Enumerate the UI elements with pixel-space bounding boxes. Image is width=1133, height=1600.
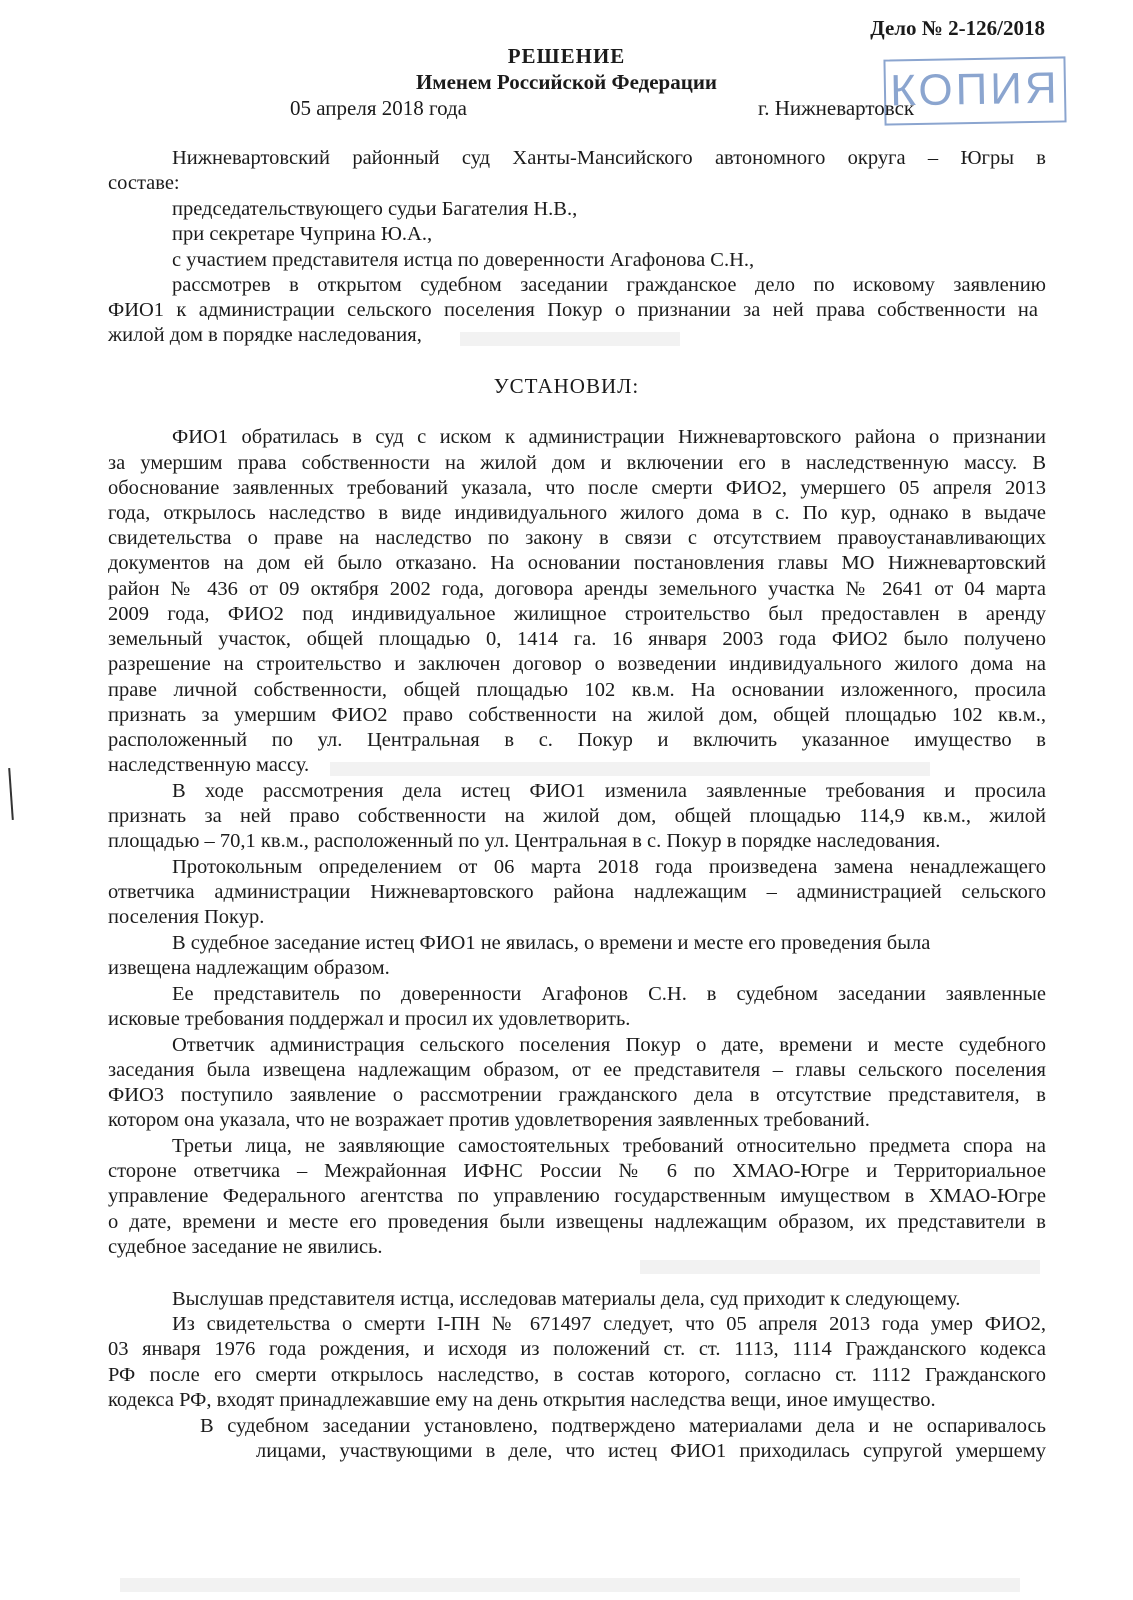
text-line: 03 января 1976 года рождения, и исходя из положений ст. ст. 1113, 1114 Гражданского кодекса [108, 1338, 1046, 1360]
text-line: ответчика администрации Нижневартовского района надлежащим – администрацией сельского [108, 881, 1046, 903]
text-line: признать за ней право собственности на жилой дом, общей площадью 114,9 кв.м., жилой [108, 805, 1046, 827]
text-line: судебное заседание не явились. [108, 1236, 383, 1258]
text-line: Нижневартовский районный суд Ханты-Мансийского автономного округа – Югры в [172, 147, 1046, 169]
text-line: Протокольным определением от 06 марта 2018 года произведена замена ненадлежащего [172, 856, 1046, 878]
text-line: В ходе рассмотрения дела истец ФИО1 изменила заявленные требования и просила [172, 780, 1046, 802]
text-line: земельный участок, общей площадью 0, 1414 га. 16 января 2003 года ФИО2 было получено [108, 628, 1046, 650]
text-line: Ответчик администрация сельского поселения Покур о дате, времени и месте судебного [172, 1034, 1046, 1056]
text-line: составе: [108, 172, 180, 194]
show-through-mark [120, 1578, 1020, 1592]
text-line: Из свидетельства о смерти I-ПН № 671497 следует, что 05 апреля 2013 года умер ФИО2, [172, 1313, 1046, 1335]
text-line: кодекса РФ, входят принадлежавшие ему на день открытия наследства вещи, иное имущество. [108, 1389, 936, 1411]
text-line: В судебное заседание истец ФИО1 не явилась, о времени и месте его проведения была [172, 932, 931, 954]
show-through-mark [640, 1260, 1040, 1274]
text-line: ФИО1 к администрации сельского поселения Покур о признании за ней права собственности на [108, 299, 1038, 321]
text-line: свидетельства о праве на наследство по закону в связи с отсутствием правоустанавливающих [108, 527, 1046, 549]
show-through-mark [330, 762, 930, 776]
decision-date: 05 апреля 2018 года [290, 96, 467, 120]
text-line: с участием представителя истца по доверенности Агафонова С.Н., [172, 249, 755, 271]
case-number: Дело № 2-126/2018 [870, 16, 1045, 40]
text-line: расположенный по ул. Центральная в с. Покур и включить указанное имущество в [108, 729, 1046, 751]
text-line: извещена надлежащим образом. [108, 957, 390, 979]
text-line: котором она указала, что не возражает против удовлетворения заявленных требований. [108, 1109, 870, 1131]
text-line: РФ после его смерти открылось наследство, в состав которого, согласно ст. 1112 Гражданского [108, 1364, 1046, 1386]
text-line: ФИО3 поступило заявление о рассмотрении гражданского дела в отсутствие представителя, в [108, 1084, 1046, 1106]
section-heading: УСТАНОВИЛ: [493, 374, 640, 398]
document-title: РЕШЕНИЕ [507, 44, 626, 68]
text-line: о дате, времени и месте его проведения были извещены надлежащим образом, их представители в [108, 1211, 1046, 1233]
text-line: Ее представитель по доверенности Агафонов С.Н. в судебном заседании заявленные [172, 983, 1046, 1005]
text-line: управление Федерального агентства по управлению государственным имуществом в ХМАО-Югре [108, 1185, 1046, 1207]
text-line: за умершим права собственности на жилой дом и включении его в наследственную массу. В [108, 452, 1046, 474]
text-line: 2009 года, ФИО2 под индивидуальное жилищное строительство был предоставлен в аренду [108, 603, 1046, 625]
text-line: рассмотрев в открытом судебном заседании гражданское дело по исковому заявлению [172, 274, 1046, 296]
text-line: ФИО1 обратилась в суд с иском к администрации Нижневартовского района о признании [172, 426, 1046, 448]
text-line: Выслушав представителя истца, исследовав материалы дела, суд приходит к следующему. [172, 1288, 961, 1310]
text-line: председательствующего судьи Багателия Н.В., [172, 198, 578, 220]
text-line: признать за умершим ФИО2 право собственности на жилой дом, общей площадью 102 кв.м., [108, 704, 1046, 726]
text-line: стороне ответчика – Межрайонная ИФНС России № 6 по ХМАО-Югре и Территориальное [108, 1160, 1046, 1182]
text-line: Третьи лица, не заявляющие самостоятельных требований относительно предмета спора на [172, 1135, 1046, 1157]
margin-mark [8, 768, 14, 820]
text-line: наследственную массу. [108, 754, 310, 776]
text-line: при секретаре Чуприна Ю.А., [172, 223, 433, 245]
text-line: документов на дом ей было отказано. На основании постановления главы МО Нижневартовский [108, 552, 1046, 574]
show-through-mark [460, 332, 680, 346]
text-line: площадью – 70,1 кв.м., расположенный по ул. Центральная в с. Покур в порядке наследования. [108, 830, 941, 852]
text-line: праве личной собственности, общей площадью 102 кв.м. На основании изложенного, просила [108, 679, 1046, 701]
text-line: В судебном заседании установлено, подтверждено материалами дела и не оспаривалось [200, 1415, 1046, 1437]
text-line: жилой дом в порядке наследования, [108, 324, 422, 346]
text-line: район № 436 от 09 октября 2002 года, договора аренды земельного участка № 2641 от 04 марта [108, 578, 1046, 600]
text-line: года, открылось наследство в виде индивидуального жилого дома в с. По кур, однако в выдаче [108, 502, 1046, 524]
text-line: заседания была извещена надлежащим образом, от ее представителя – главы сельского поселения [108, 1059, 1046, 1081]
text-line: поселения Покур. [108, 906, 265, 928]
text-line: разрешение на строительство и заключен договор о возведении индивидуального жилого дома на [108, 653, 1046, 675]
decision-city: г. Нижневартовск [758, 96, 915, 120]
document-subtitle: Именем Российской Федерации [415, 70, 718, 94]
text-line: лицами, участвующими в деле, что истец ФИО1 приходилась супругой умершему [256, 1440, 1046, 1462]
text-line: исковые требования поддержал и просил их удовлетворить. [108, 1008, 631, 1030]
text-line: обоснование заявленных требований указала, что после смерти ФИО2, умершего 05 апреля 2013 [108, 477, 1046, 499]
copy-stamp: КОПИЯ [883, 56, 1066, 125]
